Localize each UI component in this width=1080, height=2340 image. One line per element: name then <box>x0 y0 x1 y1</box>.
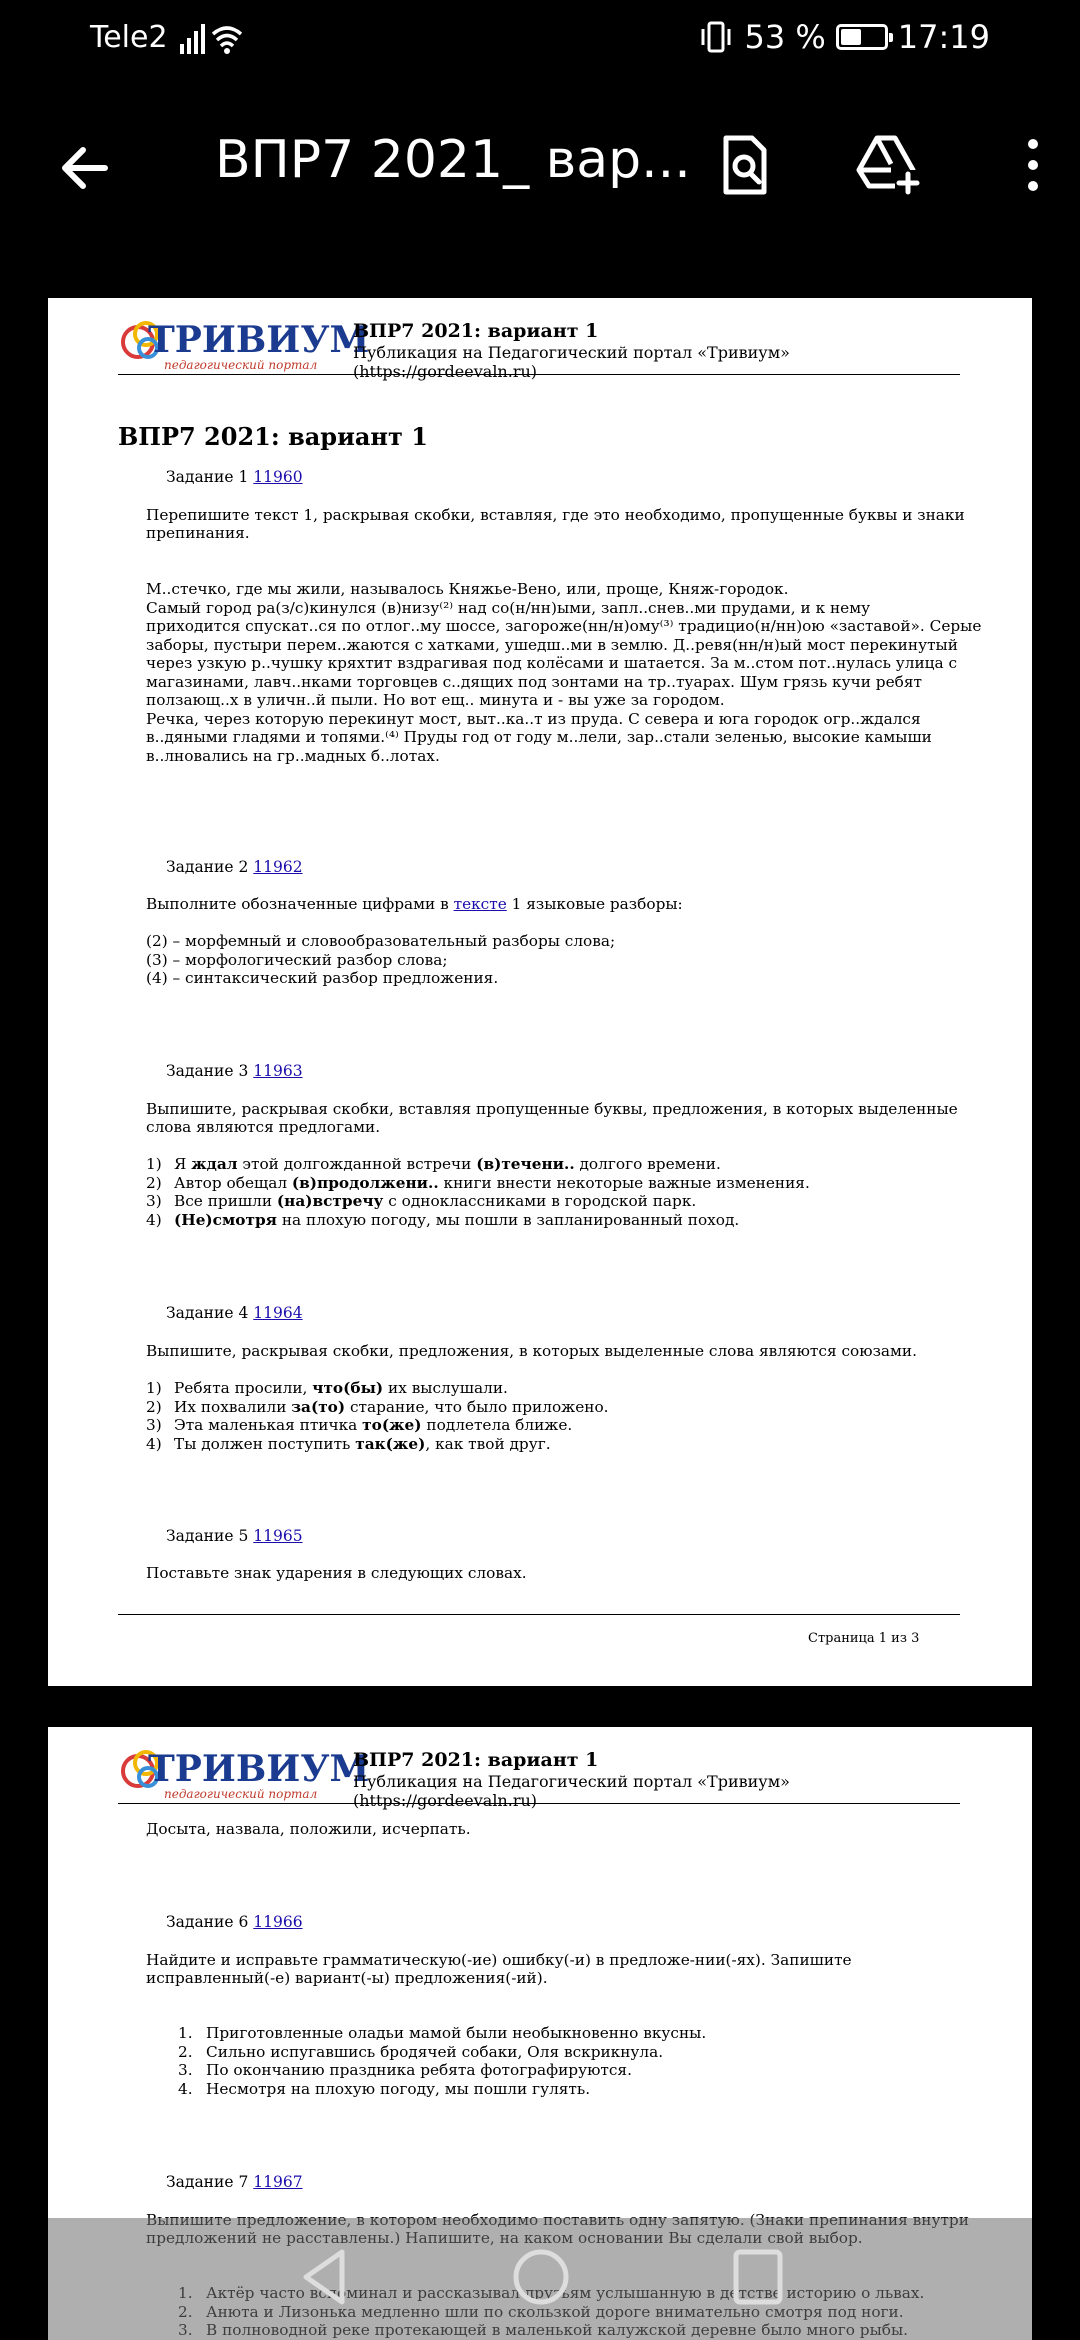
list-item: 3) Все пришли (на)встречу с одноклассниками в городской парк. <box>146 1192 697 1210</box>
page-number: Страница 1 из 3 <box>808 1631 920 1646</box>
trivium-logo <box>118 1745 370 1801</box>
task-5-words: Досыта, назвала, положили, исчерпать. <box>146 1820 471 1838</box>
task-4-heading: Задание 4 11964 <box>166 1304 303 1322</box>
task-7-link[interactable]: 11967 <box>253 2173 303 2191</box>
text-line: ползающ..х в уличн..й пыли. Но вот ещ.. минута и - вы уже за городом. <box>146 691 725 709</box>
list-item: (4) – синтаксический разбор предложения. <box>146 969 499 987</box>
nav-back-icon[interactable] <box>296 2246 352 2308</box>
list-item: (2) – морфемный и словообразовательный разборы слова; <box>146 932 616 950</box>
task-1-text <box>146 580 981 765</box>
list-item: 2) Их похвалили за(то) старание, что было приложено. <box>146 1397 609 1416</box>
battery-percent: 53 % <box>744 18 826 56</box>
header-subtitle: Публикация на Педагогический портал «Тривиум» (https://gordeevaln.ru) <box>353 1772 790 1810</box>
page-header <box>118 316 960 381</box>
more-vert-icon[interactable] <box>1000 132 1066 198</box>
nav-home-icon[interactable] <box>510 2246 572 2308</box>
search-document-icon[interactable] <box>712 132 778 198</box>
logo-text: ТРИВИУМ <box>148 319 370 361</box>
task-2-instr: Выполните обозначенные цифрами в тексте 1 языковые разборы: <box>146 895 683 913</box>
task-3-instr-line: слова являются предлогами. <box>146 1118 381 1136</box>
task-1-heading: Задание 1 11960 <box>166 468 303 486</box>
task-3-heading: Задание 3 11963 <box>166 1062 303 1080</box>
task-6-heading: Задание 6 11966 <box>166 1913 303 1931</box>
list-item: 3. По окончанию праздника ребята фотографируются. <box>178 2061 632 2079</box>
list-item: 1. Приготовленные оладьи мамой были необыкновенно вкусны. <box>178 2024 707 2042</box>
list-item: 2. Сильно испугавшись бродячей собаки, Оля вскрикнула. <box>178 2042 664 2061</box>
task-3-instr-line: Выпишите, раскрывая скобки, вставляя пропущенные буквы, предложения, в которых выделенные <box>146 1100 958 1118</box>
task-6-list <box>178 2024 706 2098</box>
text-line: Речка, через которую перекинут мост, выт..ка..т из пруда. С севера и юга городок огр..ждался <box>146 709 921 728</box>
header-title: ВПР7 2021: вариант 1 <box>353 320 599 342</box>
carrier-name: Tele2 <box>90 20 168 55</box>
pdf-page-1[interactable] <box>48 298 1032 1686</box>
navigation-bar <box>48 2218 1032 2340</box>
list-item: 3) Эта маленькая птичка то(же) подлетела ближе. <box>146 1416 573 1434</box>
text-link[interactable]: тексте <box>453 895 507 913</box>
text-line: в..лновались на гр..мадных б..лотах. <box>146 746 440 765</box>
trivium-logo <box>118 316 370 372</box>
document-title: ВПР7 2021_ вар... <box>215 130 691 190</box>
task-2-heading: Задание 2 11962 <box>166 858 303 876</box>
logo-text: ТРИВИУМ <box>148 1748 370 1790</box>
task-2-list <box>146 932 615 988</box>
battery-icon <box>836 24 888 50</box>
text-line: Самый город ра(з/с)кинулся (в)низу⁽²⁾ над со(н/нн)ыми, запл..снев..ми прудами, и к нему <box>146 598 871 617</box>
list-item: (3) – морфологический разбор слова; <box>146 950 448 969</box>
vibrate-icon <box>698 19 734 55</box>
task-5-link[interactable]: 11965 <box>253 1527 303 1545</box>
page-header <box>118 1745 960 1810</box>
logo-subtext: педагогический портал <box>164 358 318 372</box>
status-bar <box>0 0 1080 80</box>
text-line: заборы, пустыри перем..жаются с хатками, ушедш..ми в землю. Д..ревя(нн/н)ый мост перекинутый <box>146 635 958 654</box>
signal-wifi-icon <box>178 18 248 58</box>
task-6-instr-line: Найдите и исправьте грамматическую(-ие) ошибку(-и) в предложе-нии(-ях). Запишите <box>146 1951 852 1969</box>
list-item: 2) Автор обещал (в)продолжени.. книги внести некоторые важные изменения. <box>146 1173 810 1192</box>
task-1-instr-line: препинания. <box>146 524 250 542</box>
list-item: 4) (Не)смотря на плохую погоду, мы пошли в запланированный поход. <box>146 1210 740 1229</box>
text-line: в..дяными гладями и топями.⁽⁴⁾ Пруды год от году м..лели, зар..стали зеленью, высокие камыши <box>146 728 932 746</box>
add-to-drive-icon[interactable] <box>855 132 921 198</box>
text-line: М..стечко, где мы жили, называлось Княжье-Вено, или, проще, Княж-городок. <box>146 580 789 598</box>
task-4-link[interactable]: 11964 <box>253 1304 303 1322</box>
task-4-instr: Выпишите, раскрывая скобки, предложения, в которых выделенные слова являются союзами. <box>146 1342 917 1360</box>
task-1-link[interactable]: 11960 <box>253 468 303 486</box>
list-item: 1) Ребята просили, что(бы) их выслушали. <box>146 1379 508 1397</box>
page-title: ВПР7 2021: вариант 1 <box>118 422 428 451</box>
task-5-heading: Задание 5 11965 <box>166 1527 303 1545</box>
task-2-link[interactable]: 11962 <box>253 858 303 876</box>
task-7-heading: Задание 7 11967 <box>166 2173 303 2191</box>
text-line: приходится спускат..ся по отлог..му шоссе, загороже(нн/н)ому⁽³⁾ традицио(н/нн)ою «заставой». Серые <box>146 617 982 635</box>
task-4-list <box>146 1379 609 1453</box>
task-6-instr-line: исправленный(-е) вариант(-ы) предложения(-ий). <box>146 1969 548 1987</box>
list-item: 4) Ты должен поступить так(же), как твой друг. <box>146 1434 551 1453</box>
back-arrow-icon[interactable] <box>55 138 115 198</box>
task-3-list <box>146 1155 810 1229</box>
clock: 17:19 <box>897 18 990 56</box>
task-5-instr: Поставьте знак ударения в следующих словах. <box>146 1564 527 1582</box>
app-bar <box>0 110 1080 220</box>
header-subtitle: Публикация на Педагогический портал «Тривиум» (https://gordeevaln.ru) <box>353 343 790 381</box>
list-item: 4. Несмотря на плохую погоду, мы пошли гулять. <box>178 2079 591 2098</box>
task-6-link[interactable]: 11966 <box>253 1913 303 1931</box>
text-line: магазинами, лавч..нками торговцев с..дящих под зонтами на тр..туарах. Шум грязь кучи ребят <box>146 672 922 691</box>
text-line: через узкую р..чушку кряхтит вздрагивая под колёсами и шатается. За м..стом пот..нулась улица с <box>146 654 958 672</box>
footer-divider <box>118 1614 960 1615</box>
header-title: ВПР7 2021: вариант 1 <box>353 1749 599 1771</box>
nav-recents-icon[interactable] <box>730 2246 786 2308</box>
task-3-link[interactable]: 11963 <box>253 1062 303 1080</box>
list-item: 1) Я ждал этой долгожданной встречи (в)течени.. долгого времени. <box>146 1155 721 1173</box>
task-1-instr-line: Перепишите текст 1, раскрывая скобки, вставляя, где это необходимо, пропущенные буквы и знаки <box>146 506 965 524</box>
logo-subtext: педагогический портал <box>164 1787 318 1801</box>
